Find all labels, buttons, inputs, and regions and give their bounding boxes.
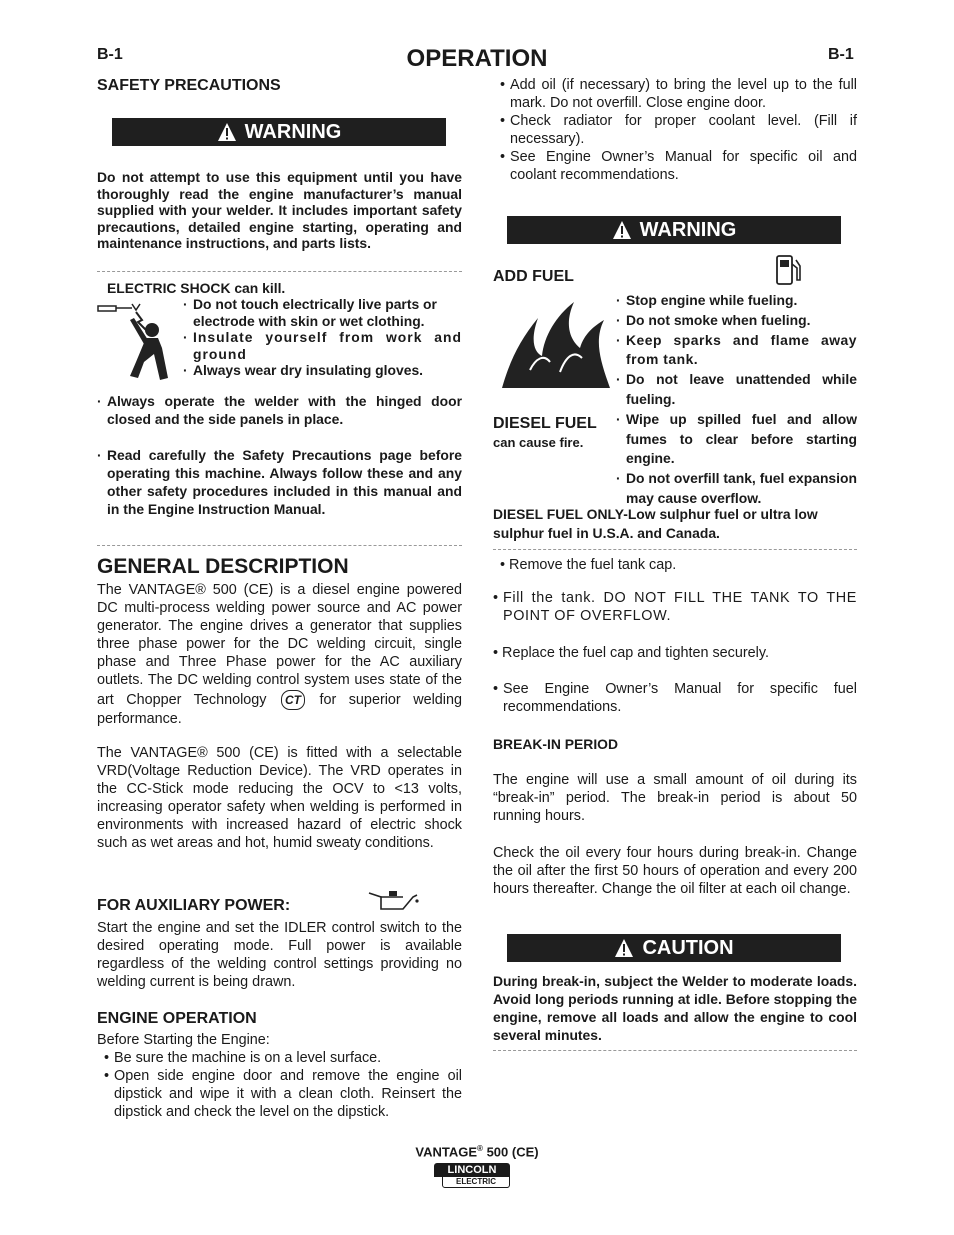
oil-list [500,76,857,185]
add-fuel-heading: ADD FUEL [493,268,574,285]
fuel-pump-icon [775,254,803,286]
warning-text: Do not attempt to use this equipment until you have thoroughly read the engine manufacturer’s manual supplied with your welder. It includes important safety precautions, detailed engine starting, operating and maintenance instructions, and parts lists. [97,169,462,251]
engine-heading: ENGINE OPERATION [97,1010,257,1027]
divider [97,271,462,272]
oil-can-icon [367,887,419,913]
lincoln-electric-logo: LINCOLN ELECTRIC [434,1163,510,1190]
warning-banner [112,118,446,146]
list-item: • Open side engine door and remove the engine oil dipstick and wipe it with a clean cloth. Reinsert the dipstick and check the level on the dipstick. [104,1068,462,1121]
caution-label: CAUTION [642,936,734,959]
fire-icon [500,300,612,390]
shock-title: ELECTRIC SHOCK can kill. [107,280,286,296]
engine-list [104,1049,462,1121]
chopper-technology-icon: CT [281,690,305,710]
warning-banner-fuel [507,216,841,244]
list-item: • Add oil (if necessary) to bring the level up to the full mark. Do not overfill. Close engine door. [500,77,857,112]
diesel-only-text: DIESEL FUEL ONLY-Low sulphur fuel or ultra low sulphur fuel in U.S.A. and Canada. [493,506,818,541]
page-number-left: B-1 [97,46,123,63]
list-item: • Check radiator for proper coolant level. (Fill if necessary). [500,113,857,148]
list-item: · Always wear dry insulating gloves. [183,362,424,378]
safety-bullets [97,392,462,518]
fuel-step-3: • Replace the fuel cap and tighten securely. [493,645,769,661]
breakin-paragraph-1: The engine will use a small amount of oil during its “break-in” period. The break-in period is about 50 running hours. [493,772,857,825]
page-title: OPERATION [406,45,548,72]
divider [493,549,857,550]
warning-triangle-icon [217,122,237,142]
safety-heading: SAFETY PRECAUTIONS [97,77,281,94]
caution-text: During break-in, subject the Welder to moderate loads. Avoid long periods running at idle. Before stopping the engine, remove all loads and allow the engine to cool several minutes. [493,973,857,1043]
diesel-fuel-sub: can cause fire. [493,435,584,450]
electric-shock-icon [96,296,178,384]
list-item: · Read carefully the Safety Precautions page before operating this machine. Always follow these and any other safety procedures included in this manual and in the Engine Instruction Manual. [97,447,462,517]
aux-heading: FOR AUXILIARY POWER: [97,897,291,914]
general-paragraph-1: The VANTAGE® 500 (CE) is a diesel engine powered DC multi-process welding power source and AC power generator. The engine drives a generator that supplies three phase power for the DC welding circuit, single phase and Three Phase power for the AC auxiliary outlets. The DC welding control system uses state of the art Chopper Technology CT for superior welding performance. [97,582,463,727]
general-paragraph-2: The VANTAGE® 500 (CE) is fitted with a selectable VRD(Voltage Reduction Device). The VRD operates in the CC-Stick mode reducing the OCV to <13 volts, increasing operator safety when welding is performed in environments with increased hazard of electric shock such as wet areas and hot, humid sweaty conditions. [97,745,462,852]
caution-banner [507,934,841,962]
warning-triangle-icon [612,220,632,240]
general-heading: GENERAL DESCRIPTION [97,555,349,578]
list-item: · Keep sparks and flame away from tank. [616,331,857,368]
footer-model: VANTAGE® 500 (CE) [415,1144,539,1160]
list-item: · Do not leave unattended while fueling. [616,371,857,407]
warning-label: WARNING [244,120,342,143]
breakin-heading: BREAK-IN PERIOD [493,736,619,752]
list-item: · Wipe up spilled fuel and allow fumes to clear before starting engine. [616,410,857,467]
fuel-safety-list [616,291,857,509]
divider [493,1050,857,1051]
list-item: • See Engine Owner’s Manual for specific oil and coolant recommendations. [500,149,857,184]
warning-label: WARNING [639,218,737,241]
fuel-step-1: • Remove the fuel tank cap. [500,557,677,573]
fuel-step-4: • See Engine Owner’s Manual for specific fuel recommendations. [493,681,857,716]
caution-triangle-icon [614,938,634,958]
list-item: · Do not overfill tank, fuel expansion may cause overflow. [616,470,857,506]
engine-intro: Before Starting the Engine: [97,1032,270,1048]
list-item: · Insulate yourself from work and ground [183,329,462,362]
diesel-fuel-label: DIESEL FUEL [493,415,597,432]
list-item: · Always operate the welder with the hinged door closed and the side panels in place. [97,393,462,427]
page-number-right: B-1 [828,46,854,63]
list-item: • Be sure the machine is on a level surface. [104,1050,382,1066]
list-item: · Do not touch electrically live parts or electrode with skin or wet clothing. [183,296,437,329]
fuel-step-2: • Fill the tank. DO NOT FILL THE TANK TO THE POINT OF OVERFLOW. [493,590,857,625]
shock-list [183,296,462,379]
divider [97,545,462,546]
aux-text: Start the engine and set the IDLER control switch to the desired operating mode. Full power is available regardless of the welding control settings providing no welding current is being drawn. [97,920,462,991]
list-item: · Stop engine while fueling. [616,292,798,308]
list-item: · Do not smoke when fueling. [616,311,811,328]
breakin-paragraph-2: Check the oil every four hours during break-in. Change the oil after the first 50 hours of operation and every 200 hours thereafter. Change the oil filter at each oil change. [493,845,857,898]
